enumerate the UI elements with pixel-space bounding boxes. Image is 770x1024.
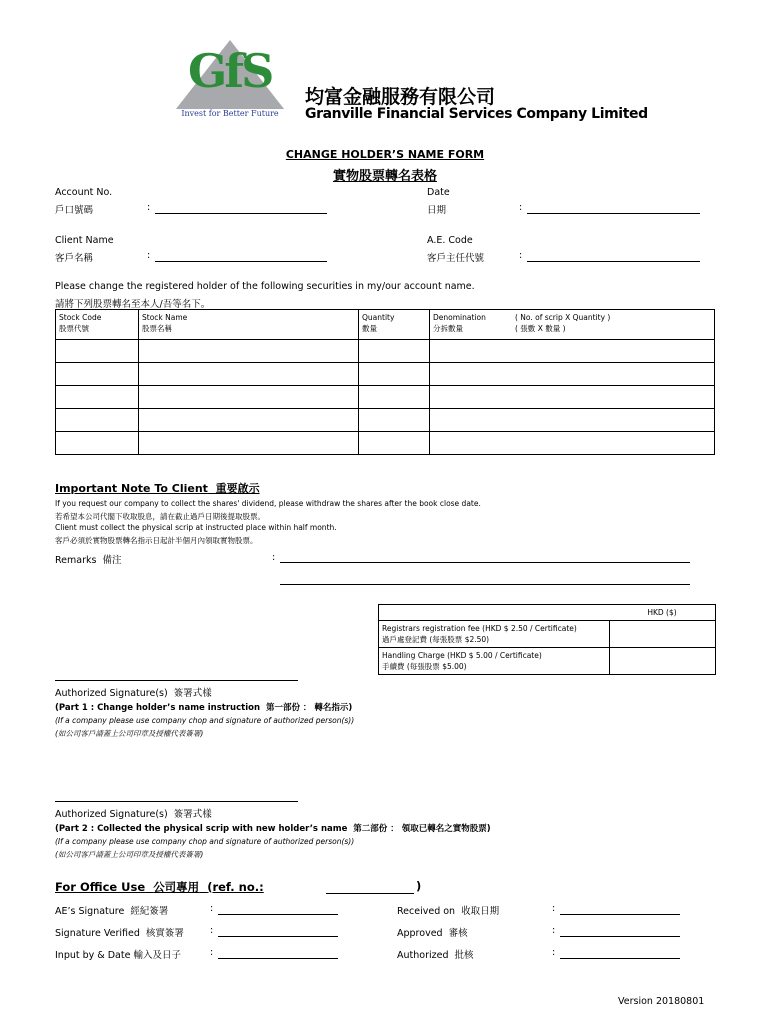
fee-registration-amount[interactable] — [609, 621, 716, 648]
authorized-field[interactable] — [560, 950, 680, 959]
securities-header-row — [56, 310, 715, 340]
table-row[interactable] — [56, 340, 715, 363]
header-denomination: Denomination 分拆數量 — [430, 310, 513, 340]
client-name-label-cn: 客戶名稱 — [55, 253, 94, 264]
signature2-label: Authorized Signature(s) 簽署式樣 — [55, 809, 212, 820]
fee-handling: Handling Charge (HKD $ 5.00 / Certificate) 手續費 (每張股票 $5.00) — [379, 648, 610, 675]
table-row[interactable] — [56, 432, 715, 455]
received-on-field[interactable] — [560, 906, 680, 915]
ae-signature-field[interactable] — [218, 906, 338, 915]
logo-letters: GfS — [188, 44, 272, 98]
remarks-colon: : — [272, 552, 276, 563]
signature-verified-label: Signature Verified 核實簽署 — [55, 928, 184, 939]
signature-verified-field[interactable] — [218, 928, 338, 937]
header-stock-name: Stock Name 股票名稱 — [139, 310, 359, 340]
account-no-colon: : — [147, 202, 151, 213]
received-on-colon: : — [552, 903, 556, 914]
ae-code-label-cn: 客戶主任代號 — [427, 253, 485, 264]
ae-signature-colon: : — [210, 903, 214, 914]
company-name-en: Granville Financial Services Company Limited — [305, 106, 648, 122]
received-on-label: Received on 收取日期 — [397, 906, 500, 917]
account-no-field[interactable] — [155, 205, 327, 214]
table-row[interactable] — [56, 409, 715, 432]
fee-currency-header: HKD ($) — [609, 605, 716, 621]
company-logo — [170, 38, 290, 124]
client-name-field[interactable] — [155, 253, 327, 262]
important-note-title: Important Note To Client 重要啟示 — [55, 482, 260, 495]
approved-label: Approved 審核 — [397, 928, 468, 939]
signature1-note-cn: (如公司客戶請蓋上公司印章及授權代表簽署) — [55, 729, 204, 738]
signature2-part: (Part 2 : Collected the physical scrip with new holder’s name 第二部份 ： 領取已轉名之實物股票) — [55, 824, 491, 834]
account-no-label: Account No. — [55, 187, 113, 198]
logo-slogan: Invest for Better Future — [172, 109, 288, 118]
form-title-en: CHANGE HOLDER’S NAME FORM — [285, 148, 485, 161]
signature1-note-en: (If a company please use company chop and signature of authorized person(s)) — [55, 716, 355, 725]
input-by-field[interactable] — [218, 950, 338, 959]
remarks-label: Remarks 備注 — [55, 555, 122, 566]
input-by-label: Input by & Date 輸入及日子 — [55, 950, 181, 961]
approved-field[interactable] — [560, 928, 680, 937]
remarks-field-line1[interactable] — [280, 554, 690, 563]
table-row[interactable] — [56, 363, 715, 386]
fee-registration: Registrars registration fee (HKD $ 2.50 / Certificate) 過戶處登記費 (每張股票 $2.50) — [379, 621, 610, 648]
note-line2-en: Client must collect the physical scrip at instructed place within half month. — [55, 523, 337, 532]
ref-no-field[interactable] — [326, 883, 414, 894]
table-row[interactable] — [56, 386, 715, 409]
signature2-note-cn: (如公司客戶請蓋上公司印章及授權代表簽署) — [55, 850, 204, 859]
ae-code-colon: : — [519, 250, 523, 261]
note-line2-cn: 客戶必須於實物股票轉名指示日起計半個月內領取實物股票。 — [55, 536, 258, 545]
signature2-note-en: (If a company please use company chop and signature of authorized person(s)) — [55, 837, 355, 846]
instruction-cn: 請將下列股票轉名至本人/吾等名下。 — [55, 299, 211, 310]
client-name-label: Client Name — [55, 235, 114, 246]
date-field[interactable] — [527, 205, 700, 214]
signature1-line[interactable] — [55, 680, 298, 681]
header-quantity: Quantity 數量 — [359, 310, 430, 340]
header-scrip-formula: ( No. of scrip X Quantity ) ( 張數 X 數量 ) — [512, 310, 715, 340]
ae-signature-label: AE’s Signature 經紀簽署 — [55, 906, 169, 917]
fee-header-blank — [379, 605, 610, 621]
signature1-part: (Part 1 : Change holder’s name instruction 第一部份 ： 轉名指示) — [55, 703, 353, 713]
authorized-label: Authorized 批核 — [397, 950, 474, 961]
instruction-en: Please change the registered holder of the following securities in my/our account name. — [55, 281, 475, 292]
office-use-title: For Office Use 公司專用 (ref. no.: — [55, 880, 264, 894]
signature2-line[interactable] — [55, 801, 298, 802]
ref-close: ) — [416, 879, 422, 893]
company-name-cn: 均富金融服務有限公司 — [305, 86, 496, 108]
fee-handling-amount[interactable] — [609, 648, 716, 675]
date-colon: : — [519, 202, 523, 213]
input-by-colon: : — [210, 947, 214, 958]
header-stock-code: Stock Code 股票代號 — [56, 310, 139, 340]
fee-table — [378, 604, 716, 675]
form-title-cn: 實物股票轉名表格 — [332, 169, 437, 184]
client-name-colon: : — [147, 250, 151, 261]
approved-colon: : — [552, 925, 556, 936]
ae-code-field[interactable] — [527, 253, 700, 262]
account-no-label-cn: 戶口號碼 — [55, 205, 94, 216]
signature-verified-colon: : — [210, 925, 214, 936]
securities-table — [55, 309, 715, 455]
authorized-colon: : — [552, 947, 556, 958]
note-line1-cn: 若希望本公司代閣下收取股息，請在截止過戶日期後提取股票。 — [55, 512, 265, 521]
version-footer: Version 20180801 — [618, 996, 705, 1007]
note-line1-en: If you request our company to collect the shares' dividend, please withdraw the shares after the book close date. — [55, 499, 481, 508]
signature1-label: Authorized Signature(s) 簽署式樣 — [55, 688, 212, 699]
date-label: Date — [427, 187, 450, 198]
remarks-field-line2[interactable] — [280, 576, 690, 585]
ae-code-label: A.E. Code — [427, 235, 473, 246]
date-label-cn: 日期 — [427, 205, 447, 216]
